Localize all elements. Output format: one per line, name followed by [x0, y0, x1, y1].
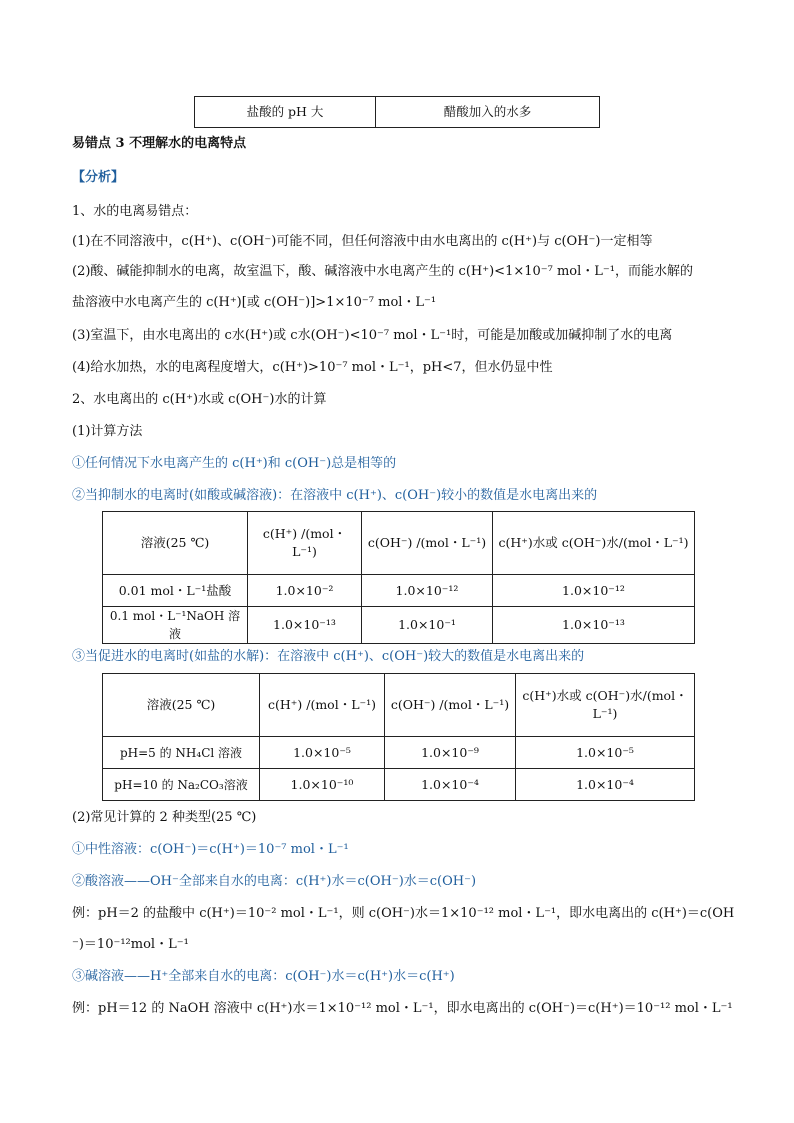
analysis-tag: 【分析】 [72, 170, 125, 185]
text-line: ①中性溶液：c(OH⁻)＝c(H⁺)＝10⁻⁷ mol・L⁻¹ [72, 842, 349, 857]
table-header: c(H⁺)水或 c(OH⁻)水/(mol・L⁻¹) [493, 512, 695, 575]
table-cell: 1.0×10⁻¹³ [248, 607, 362, 644]
text-line: 例：pH＝12 的 NaOH 溶液中 c(H⁺)水＝1×10⁻¹² mol・L⁻¹，即水电离出的 c(OH⁻)＝c(H⁺)＝10⁻¹² mol・L⁻¹ [72, 1001, 733, 1016]
text-line: (1)在不同溶液中，c(H⁺)、c(OH⁻)可能不同，但任何溶液中由水电离出的 c(H⁺)与 c(OH⁻)一定相等 [72, 234, 653, 249]
text-line: 2、水电离出的 c(H⁺)水或 c(OH⁻)水的计算 [72, 392, 327, 407]
table-cell: 1.0×10⁻¹² [493, 575, 695, 607]
comparison-table [194, 96, 600, 128]
table-cell: 1.0×10⁻¹ [362, 607, 493, 644]
table-header: 溶液(25 ℃) [103, 674, 260, 737]
text-line: (4)给水加热，水的电离程度增大，c(H⁺)>10⁻⁷ mol・L⁻¹，pH<7，但水仍显中性 [72, 360, 553, 375]
table-cell: 1.0×10⁻⁴ [385, 769, 516, 801]
table-cell: 盐酸的 pH 大 [195, 97, 376, 128]
text-line: (2)酸、碱能抑制水的电离，故室温下，酸、碱溶液中水电离产生的 c(H⁺)<1×10⁻⁷ mol・L⁻¹，而能水解的 [72, 264, 693, 279]
data-table-inhibit [102, 511, 695, 644]
table-header: c(H⁺)水或 c(OH⁻)水/(mol・L⁻¹) [516, 674, 695, 737]
data-table-promote [102, 673, 695, 801]
table-cell: 0.1 mol・L⁻¹NaOH 溶液 [103, 607, 248, 644]
section-heading: 易错点 3 不理解水的电离特点 [72, 136, 247, 151]
table-cell: pH=5 的 NH₄Cl 溶液 [103, 737, 260, 769]
text-line: 1、水的电离易错点： [72, 204, 198, 219]
table-cell: 1.0×10⁻¹⁰ [260, 769, 385, 801]
text-line: ⁻)＝10⁻¹²mol・L⁻¹ [72, 937, 189, 952]
table-cell: 1.0×10⁻⁹ [385, 737, 516, 769]
table-cell: 醋酸加入的水多 [376, 97, 600, 128]
text-line: ②当抑制水的电离时(如酸或碱溶液)：在溶液中 c(H⁺)、c(OH⁻)较小的数值是水电离出来的 [72, 488, 598, 503]
text-line: ①任何情况下水电离产生的 c(H⁺)和 c(OH⁻)总是相等的 [72, 456, 397, 471]
text-line: 例：pH＝2 的盐酸中 c(H⁺)＝10⁻² mol・L⁻¹，则 c(OH⁻)水＝1×10⁻¹² mol・L⁻¹，即水电离出的 c(H⁺)＝c(OH [72, 906, 735, 921]
table-header: 溶液(25 ℃) [103, 512, 248, 575]
table-header: c(OH⁻) /(mol・L⁻¹) [362, 512, 493, 575]
text-line: (2)常见计算的 2 种类型(25 ℃) [72, 810, 257, 825]
table-cell: 1.0×10⁻¹³ [493, 607, 695, 644]
table-header: c(H⁺) /(mol・L⁻¹) [248, 512, 362, 575]
text-line: ③碱溶液——H⁺全部来自水的电离：c(OH⁻)水＝c(H⁺)水＝c(H⁺) [72, 969, 455, 984]
table-cell: pH=10 的 Na₂CO₃溶液 [103, 769, 260, 801]
text-line: (3)室温下，由水电离出的 c水(H⁺)或 c水(OH⁻)<10⁻⁷ mol・L⁻¹时，可能是加酸或加碱抑制了水的电离 [72, 328, 673, 343]
text-line: 盐溶液中水电离产生的 c(H⁺)[或 c(OH⁻)]>1×10⁻⁷ mol・L⁻¹ [72, 295, 437, 310]
text-line: ②酸溶液——OH⁻全部来自水的电离：c(H⁺)水＝c(OH⁻)水＝c(OH⁻) [72, 874, 477, 889]
table-cell: 1.0×10⁻⁴ [516, 769, 695, 801]
table-header: c(OH⁻) /(mol・L⁻¹) [385, 674, 516, 737]
table-cell: 1.0×10⁻⁵ [516, 737, 695, 769]
table-cell: 1.0×10⁻² [248, 575, 362, 607]
table-cell: 1.0×10⁻¹² [362, 575, 493, 607]
table-cell: 0.01 mol・L⁻¹盐酸 [103, 575, 248, 607]
text-line: ③当促进水的电离时(如盐的水解)：在溶液中 c(H⁺)、c(OH⁻)较大的数值是水电离出来的 [72, 649, 585, 664]
table-header: c(H⁺) /(mol・L⁻¹) [260, 674, 385, 737]
text-line: (1)计算方法 [72, 424, 143, 439]
table-cell: 1.0×10⁻⁵ [260, 737, 385, 769]
